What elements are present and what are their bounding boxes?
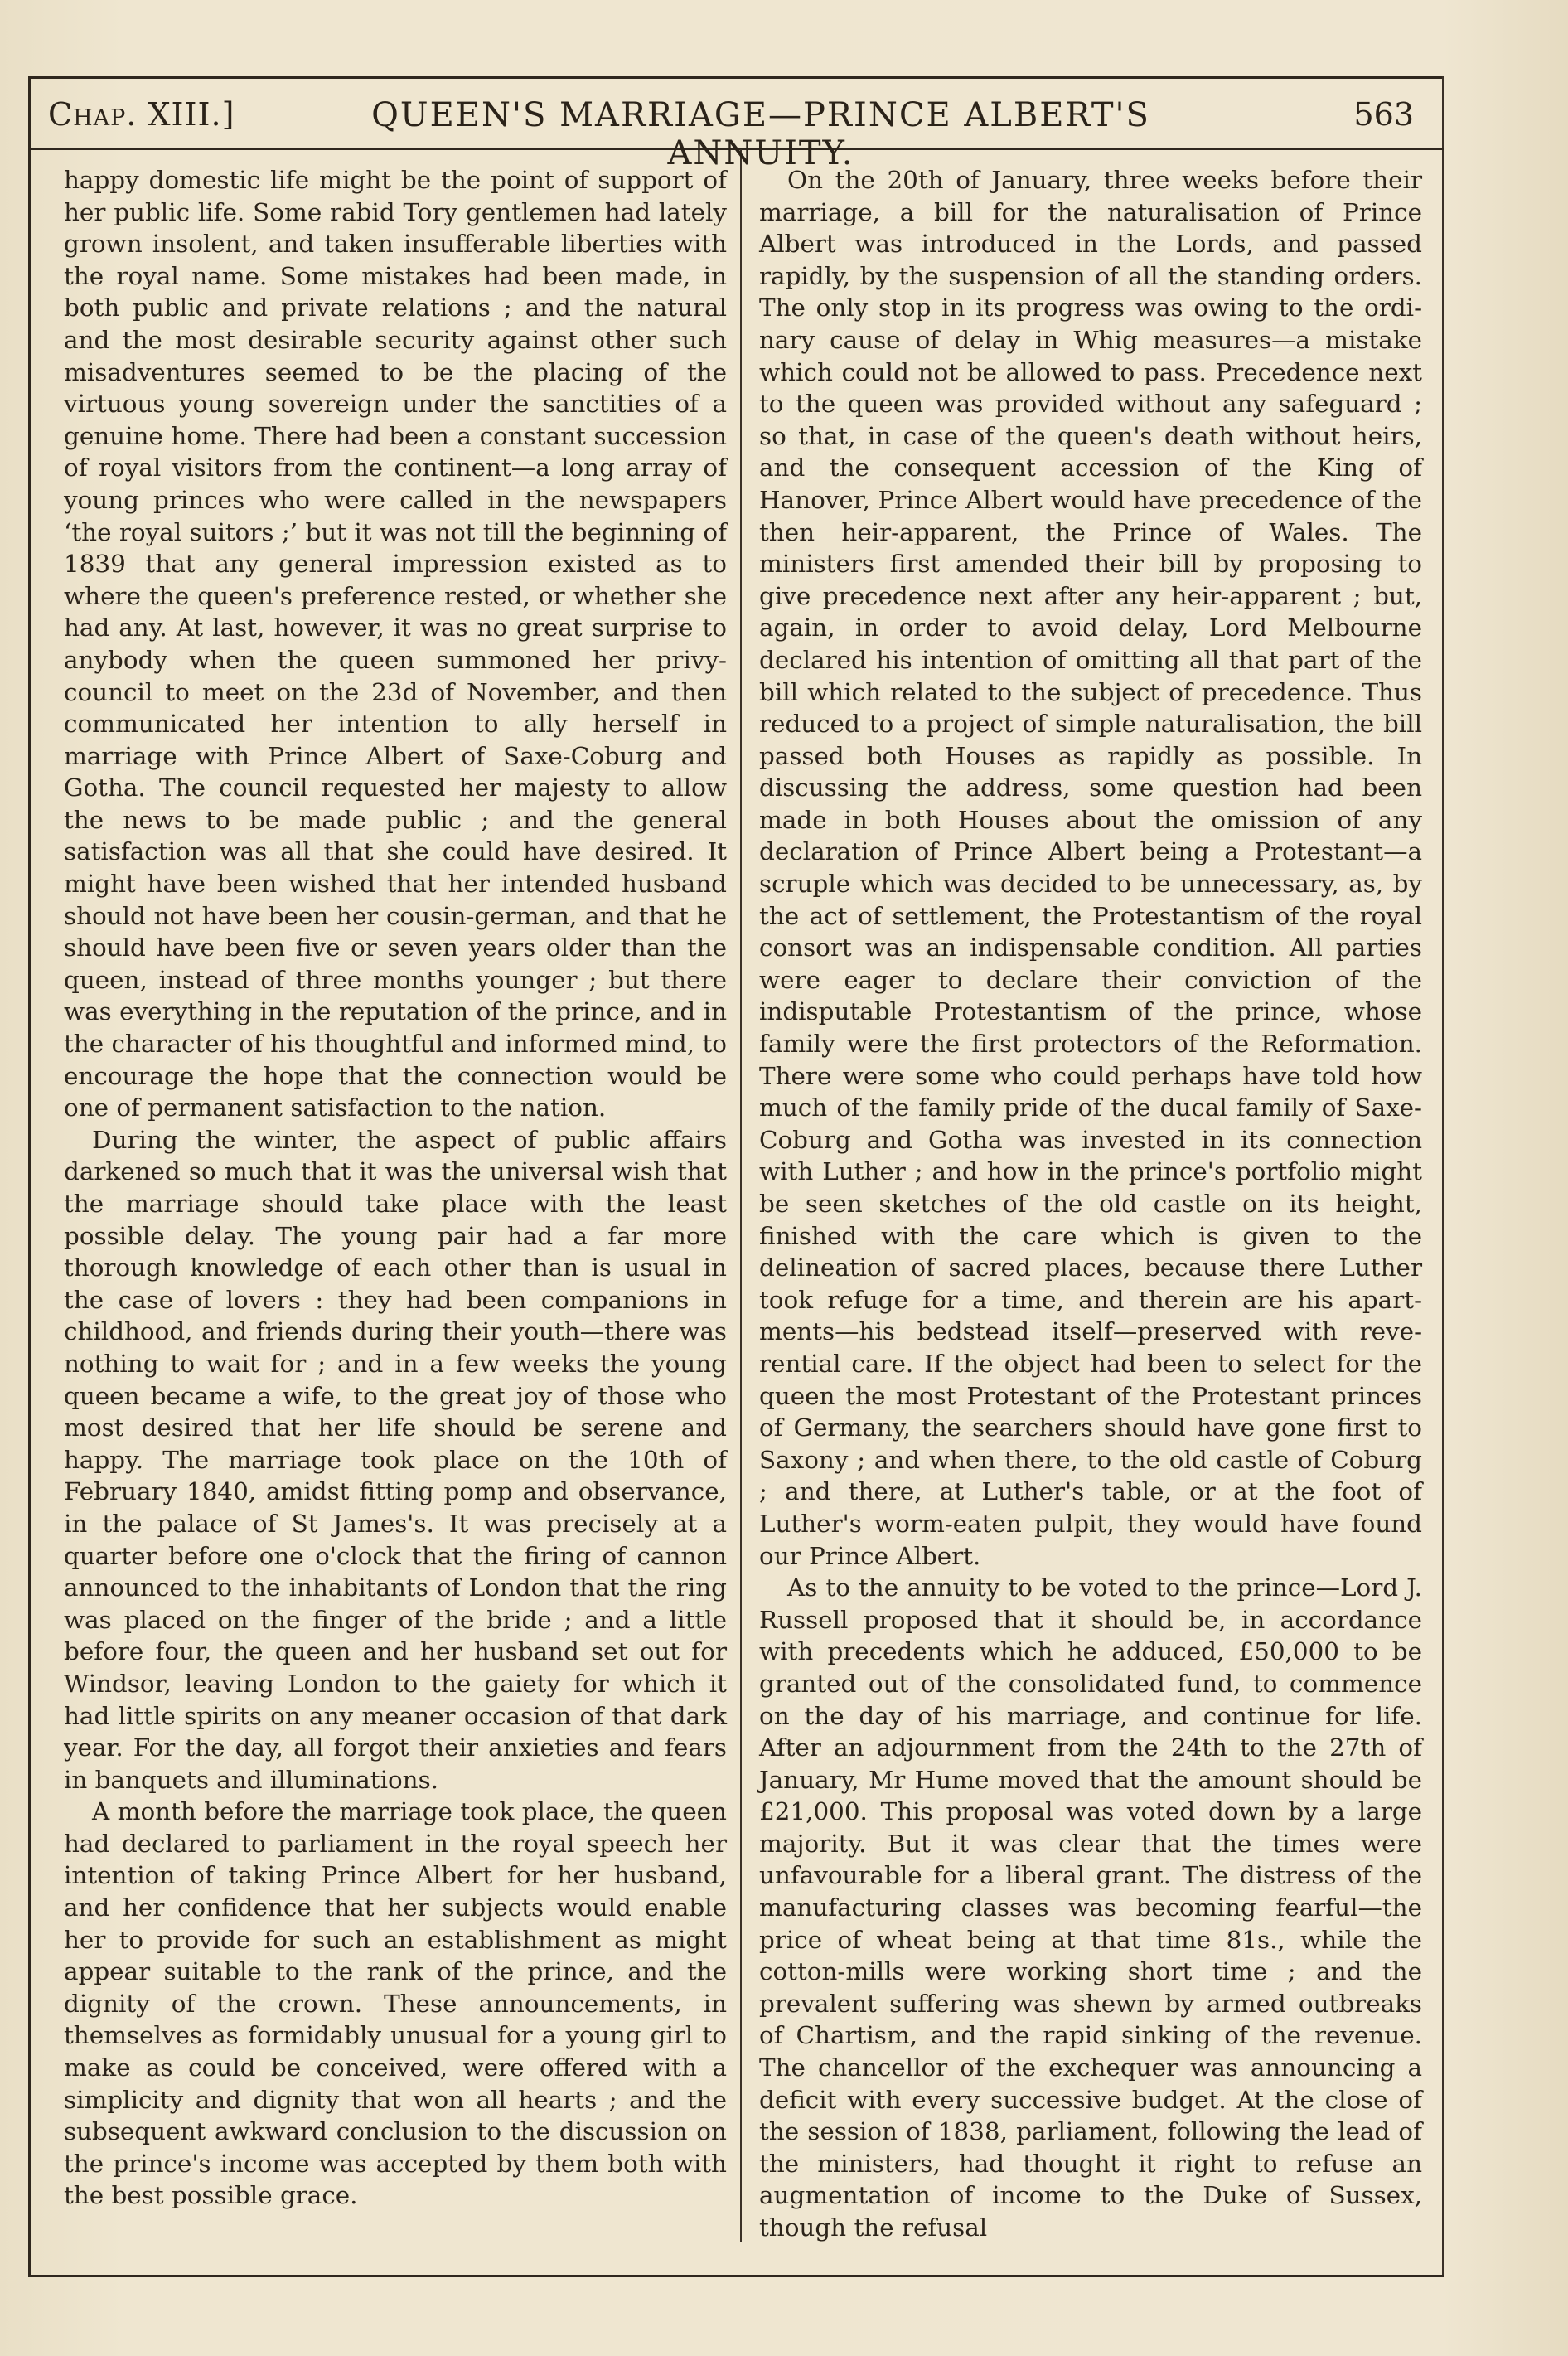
top-rule [28,76,1444,79]
page-number: 563 [1353,96,1414,133]
right-column [759,164,1422,2244]
paragraph: happy domestic life might be the point of support of her public life. Some rabid Tory gentlemen had lately grown insolent, and taken insufferable liberties with the royal name. Some mistakes had been made, in both public and private relations ; and the natural and the most desirable security against other such misadventures seemed to be the placing of the virtuous young sovereign under the sanctities of a genuine home. There had been a constant succession of royal visitors from the continent—a long array of young princes who were called in the newspapers ‘the royal suitors ;’ but it was not till the beginning of 1839 that any general impression existed as to where the queen's preference rested, or whether she had any. At last, however, it was no great surprise to anybody when the queen summoned her privy-council to meet on the 23d of November, and then communicated her intention to ally herself in marriage with Prince Albert of Saxe-Coburg and Gotha. The council requested her majesty to allow the news to be made public ; and the general satisfaction was all that she could have desired. It might have been wished that her intended husband should not have been her cousin-german, and that he should have been five or seven years older than the queen, instead of three months younger ; but there was everything in the reputation of the prince, and in the character of his thoughtful and informed mind, to encourage the hope that the connection would be one of permanent satisfaction to the nation. [64,166,727,1122]
paragraph: As to the annuity to be voted to the prince—Lord J. Russell proposed that it should be, in accordance with precedents which he adduced, £50,000 to be granted out of the consolidated fund, to commence on the day of his marriage, and continue for life. After an adjournment from the 24th to the 27th of January, Mr Hume moved that the amount should be £21,000. This proposal was voted down by a large majority. But it was clear that the times were unfavourable for a liberal grant. The distress of the manufacturing classes was becoming fearful—the price of wheat being at that time 81s., while the cotton-mills were working short time ; and the prevalent suffering was shewn by armed outbreaks of Chartism, and the rapid sinking of the revenue. The chancellor of the exchequer was announcing a deficit with every successive budget. At the close of the session of 1838, parliament, following the lead of the ministers, had thought it right to refuse an augmentation of income to the Duke of Sussex, though the refusal [759,1573,1422,2242]
right-rule [1442,76,1444,2276]
column-divider [740,149,742,2242]
running-title: QUEEN'S MARRIAGE—PRINCE ALBERT'S ANNUITY. [371,96,1150,172]
paragraph: A month before the marriage took place, the queen had declared to parliament in the royal speech her intention of taking Prince Albert for her husband, and her confidence that her subjects would enable her to provide for such an establishment as might appear suitable to the rank of the prince, and the dignity of the crown. These announcements, in themselves as formidably unusual for a young girl to make as could be conceived, were offered with a simplicity and dignity that won all hearts ; and the subsequent awkward conclusion to the discussion on the prince's income was accepted by them both with the best possible grace. [64,1797,727,2210]
paragraph: During the winter, the aspect of public affairs darkened so much that it was the universal wish that the marriage should take place with the least possible delay. The young pair had a far more thorough knowledge of each other than is usual in the case of lovers : they had been companions in childhood, and friends during their youth—there was nothing to wait for ; and in a few weeks the young queen became a wife, to the great joy of those who most desired that her life should be serene and happy. The marriage took place on the 10th of February 1840, amidst fitting pomp and observance, in the palace of St James's. It was precisely at a quarter before one o'clock that the firing of cannon announced to the inhabitants of London that the ring was placed on the finger of the bride ; and a little before four, the queen and her husband set out for Windsor, leaving London to the gaiety for which it had little spirits on any meaner occasion of that dark year. For the day, all forgot their anxieties and fears in banquets and illuminations. [64,1125,727,1794]
paragraph: On the 20th of January, three weeks before their marriage, a bill for the naturalisation of Prince Albert was introduced in the Lords, and passed rapidly, by the suspension of all the standing orders. The only stop in its progress was owing to the ordinary cause of delay in Whig measures—a mistake which could not be allowed to pass. Precedence next to the queen was provided without any safeguard ; so that, in case of the queen's death without heirs, and the consequent accession of the King of Hanover, Prince Albert would have precedence of the then heir-apparent, the Prince of Wales. The ministers first amended their bill by proposing to give precedence next after any heir-apparent ; but, again, in order to avoid delay, Lord Melbourne declared his intention of omitting all that part of the bill which related to the subject of precedence. Thus reduced to a project of simple naturalisation, the bill passed both Houses as rapidly as possible. In discussing the address, some question had been made in both Houses about the omission of any declaration of Prince Albert being a Protestant—a scruple which was decided to be unnecessary, as, by the act of settlement, the Protestantism of the royal consort was an indispensable condition. All parties were eager to declare their conviction of the indisputable Protestantism of the prince, whose family were the first protectors of the Reformation. There were some who could perhaps have told how much of the family pride of the ducal family of Saxe-Coburg and Gotha was invested in its connection with Luther ; and how in the prince's portfolio might be seen sketches of the old castle on its height, finished with the care which is given to the delineation of sacred places, because there Luther took refuge for a time, and therein are his apartments—his bedstead itself—preserved with reverential care. If the object had been to select for the queen the most Protestant of the Protestant princes of Germany, the searchers should have gone first to Saxony ; and when there, to the old castle of Coburg ; and there, at Luther's table, or at the foot of Luther's worm-eaten pulpit, they would have found our Prince Albert. [759,166,1422,1570]
left-column [64,164,727,2212]
left-rule [28,76,31,2276]
running-header [48,96,1414,172]
chapter-label: Chap. XIII.] [48,96,235,133]
bottom-rule [28,2275,1444,2277]
